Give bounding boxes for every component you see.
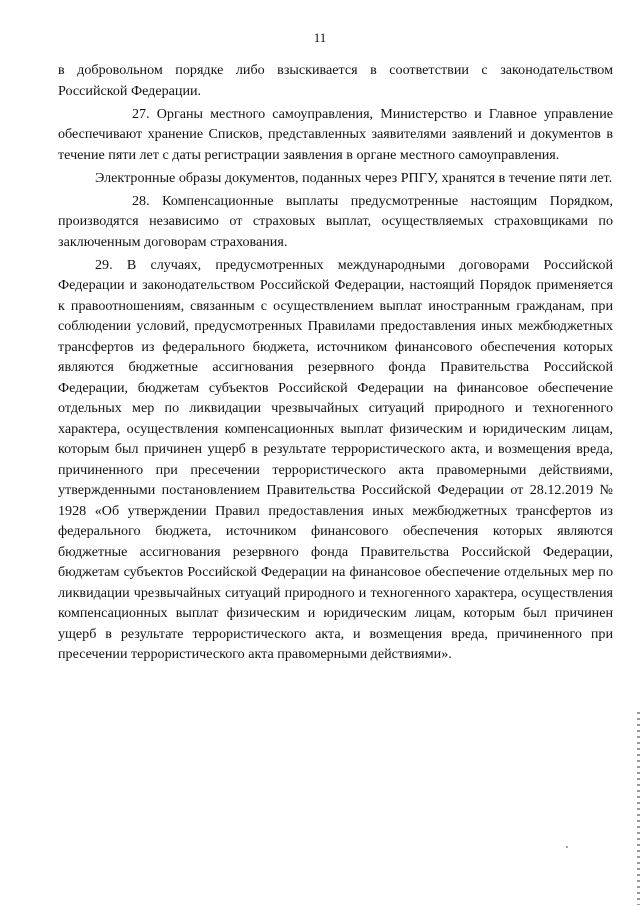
document-body — [58, 60, 613, 667]
paragraph-text: Органы местного самоуправления, Министерство и Главное управление обеспечивают хранение Списков, представленных заявителями заявлений и документов в течение пяти лет с даты регистрации заявления в органе местного самоуправления. — [58, 105, 613, 163]
paragraph-continuation — [58, 60, 613, 101]
paragraph-text: В случаях, предусмотренных международными договорами Российской Федерации и законодательством Российской Федерации, настоящий Порядок применяется к правоотношениям, связанным с осуществлением выплат иностранным гражданам, при соблюдении условий, предусмотренных Правилами предоставления иных межбюджетных трансфертов из федерального бюджета, источником финансового обеспечения которых являются бюджетные ассигнования резервного фонда Правительства Российской Федерации, бюджетам субъектов Российской Федерации на финансовое обеспечение отдельных мер по ликвидации чрезвычайных ситуаций природного и техногенного характера, осуществления компенсационных выплат физическим и юридическим лицам, которым был причинен ущерб в результате террористического акта, и возмещения вреда, причиненного при пресечении террористического акта правомерными действиями, утвержденными постановлением Правительства Российской Федерации от 28.12.2019 № 1928 «Об утверждении Правил предоставления иных межбюджетных трансфертов из федерального бюджета, источником финансового обеспечения которых являются бюджетные ассигнования резервного фонда Правительства Российской Федерации, бюджетам субъектов Российской Федерации на финансовое обеспечение отдельных мер по ликвидации чрезвычайных ситуаций природного и техногенного характера, осуществления компенсационных выплат физическим и юридическим лицам, которым был причинен ущерб в результате террористического акта, и возмещения вреда, причиненного при пресечении террористического акта правомерными действиями». — [58, 256, 613, 662]
paragraph-electronic-images — [58, 168, 613, 189]
scan-speck — [566, 846, 568, 848]
paragraph-text: в добровольном порядке либо взыскивается в соответствии с законодательством Российской Федерации. — [58, 62, 613, 99]
paragraph-27 — [58, 104, 613, 166]
paragraph-number: 27. — [132, 105, 150, 122]
paragraph-29 — [58, 255, 613, 665]
paragraph-number: 28. — [132, 192, 150, 209]
paragraph-text: Компенсационные выплаты предусмотренные настоящим Порядком, производятся независимо от страховых выплат, осуществляемых страховщиками по заключенным договорам страхования. — [58, 192, 613, 250]
paragraph-number: 29. — [95, 256, 113, 273]
page-number: 11 — [313, 30, 327, 45]
paragraph-28 — [58, 191, 613, 253]
paragraph-text: Электронные образы документов, поданных через РПГУ, хранятся в течение пяти лет. — [95, 169, 613, 186]
